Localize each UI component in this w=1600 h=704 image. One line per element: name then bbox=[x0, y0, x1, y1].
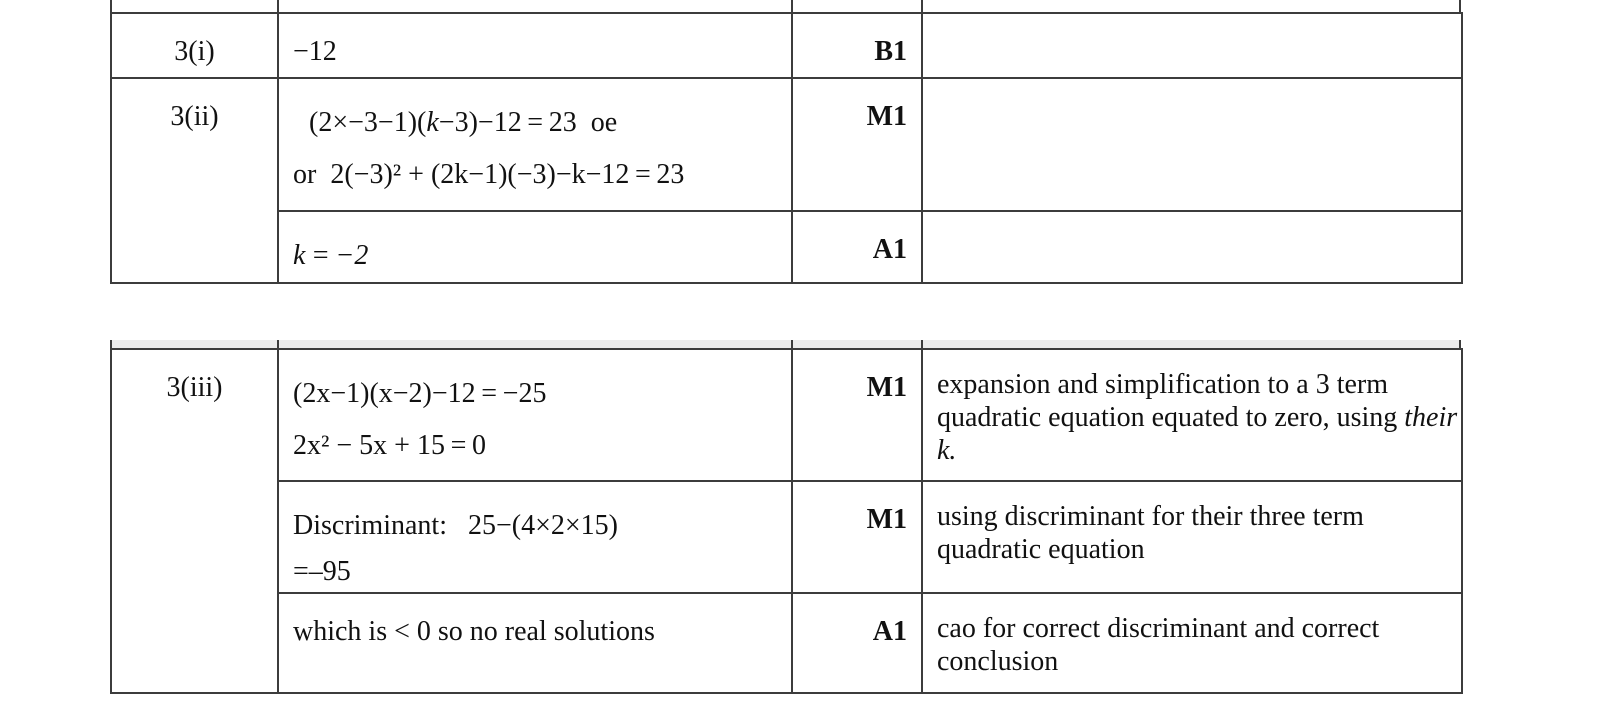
expression: 2(−3)² + (2k−1)(−3)−k−12 = 23 bbox=[330, 159, 685, 190]
mark-cell: M1 bbox=[792, 349, 922, 481]
answer-line: Discriminant: 25−(4×2×15) bbox=[293, 510, 618, 541]
answer-cell: −12 bbox=[278, 13, 792, 78]
answer-expression: k = −2 bbox=[293, 240, 369, 271]
expression-part: (2×−3−1)( bbox=[309, 107, 427, 138]
guidance-cell bbox=[922, 13, 1462, 78]
guidance-cell: using discriminant for their three term quadratic equation bbox=[922, 481, 1462, 593]
answer-cell: which is < 0 so no real solutions bbox=[278, 593, 792, 693]
mark-cell: A1 bbox=[792, 211, 922, 283]
table-row bbox=[111, 13, 1462, 78]
mark-cell: M1 bbox=[792, 78, 922, 211]
answer-cell bbox=[278, 211, 792, 283]
or-label: or bbox=[293, 159, 317, 190]
guidance-cell bbox=[922, 211, 1462, 283]
answer-line: =–95 bbox=[293, 556, 351, 587]
table-header-band bbox=[110, 340, 1461, 348]
mark-cell: A1 bbox=[792, 593, 922, 693]
guidance-cell bbox=[922, 78, 1462, 211]
answer-line: (2x−1)(x−2)−12 = −25 bbox=[293, 378, 547, 409]
answer-line bbox=[293, 97, 791, 149]
table-row bbox=[111, 349, 1462, 481]
answer-line: 2x² − 5x + 15 = 0 bbox=[293, 430, 486, 461]
guidance-text: expansion and simplification to a 3 term quadratic equation equated to zero, using bbox=[937, 369, 1398, 433]
answer-cell bbox=[278, 78, 792, 211]
guidance-italic: their k. bbox=[937, 402, 1458, 466]
table-row bbox=[111, 211, 1462, 283]
answer-cell bbox=[278, 349, 792, 481]
table-row bbox=[111, 593, 1462, 693]
table-row bbox=[111, 78, 1462, 211]
expression-part: −3)−12 = 23 bbox=[438, 107, 577, 138]
table-row bbox=[111, 481, 1462, 593]
mark-cell: M1 bbox=[792, 481, 922, 593]
mark-scheme-table-2 bbox=[110, 348, 1463, 694]
answer-cell bbox=[278, 481, 792, 593]
mark-scheme-table-1 bbox=[110, 12, 1463, 284]
oe-note: oe bbox=[590, 107, 618, 138]
question-number: 3(iii) bbox=[111, 349, 278, 693]
mark-cell: B1 bbox=[792, 13, 922, 78]
table-top-edge bbox=[110, 0, 1461, 12]
guidance-cell: cao for correct discriminant and correct conclusion bbox=[922, 593, 1462, 693]
question-number: 3(ii) bbox=[111, 78, 278, 283]
question-number: 3(i) bbox=[111, 13, 278, 78]
answer-line bbox=[293, 149, 791, 201]
guidance-cell bbox=[922, 349, 1462, 481]
variable-k: k bbox=[426, 107, 439, 138]
